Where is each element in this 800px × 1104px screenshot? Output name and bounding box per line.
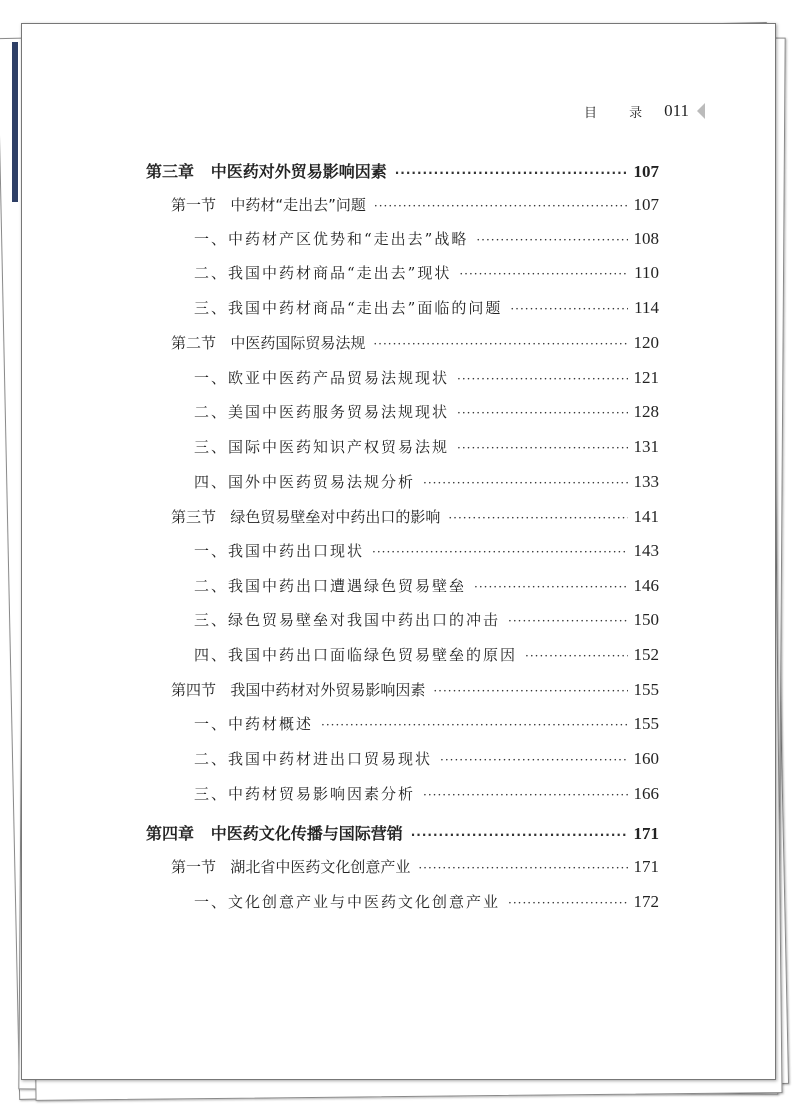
dot-leader [508,614,627,628]
running-header [584,101,705,121]
dot-leader [476,233,627,247]
toc-entry-title [146,821,403,844]
toc-entry-text: 一、文化创意产业与中医药文化创意产业 [194,893,501,911]
toc-entry-text: 二、我国中药材商品“走出去”现状 [194,264,452,282]
toc-entry-text: 一、中药材概述 [194,715,314,733]
toc-entry-text: 一、中药材产区优势和“走出去”战略 [194,230,469,248]
toc-entry-number: 第三章 [146,162,195,181]
toc-entry-title [194,891,500,912]
toc-entry-page: 131 [633,437,659,456]
toc-entry-item[interactable] [194,713,659,735]
dot-leader [510,302,628,316]
dot-leader [440,753,627,767]
dot-leader [373,337,627,351]
toc-entry-title [146,159,387,182]
toc-entry-section[interactable] [171,679,659,701]
toc-entry-page: 108 [633,229,659,248]
toc-entry-title [171,506,440,527]
toc-entry-text: 湖北省中医药文化创意产业 [230,858,411,876]
toc-entry-item[interactable] [194,644,659,666]
toc-entry-number: 第四节 [171,681,217,699]
toc-entry-item[interactable] [194,575,659,597]
toc-entry-title [194,228,468,249]
toc-entry-item[interactable] [194,297,659,319]
toc-entry-item[interactable] [194,471,659,493]
toc-entry-page: 120 [633,333,659,352]
toc-entry-item[interactable] [194,401,659,423]
toc-entry-text: 四、我国中药出口面临绿色贸易壁垒的原因 [194,646,518,664]
dot-leader [457,406,627,420]
dot-leader [372,545,627,559]
toc-entry-page: 171 [633,824,659,843]
toc-entry-section[interactable] [171,332,659,354]
toc-entry-item[interactable] [194,436,659,458]
toc-entry-page: 114 [634,298,659,317]
dot-leader [457,441,627,455]
toc-entry-title [194,783,415,804]
toc-entry-page: 141 [633,507,659,526]
toc-entry-text: 中医药文化传播与国际营销 [210,824,403,843]
toc-entry-title [194,644,517,665]
toc-entry-title [194,575,466,596]
dot-leader [459,267,628,281]
dot-leader [448,511,627,525]
dot-leader [374,199,628,213]
toc-entry-item[interactable] [194,891,659,913]
toc-entry-title [194,713,313,734]
toc-entry-item[interactable] [194,540,659,562]
toc-entry-page: 121 [633,368,659,387]
toc-entry-text: 三、国际中医药知识产权贸易法规 [194,438,450,456]
dot-leader [457,372,627,386]
toc-entry-text: 绿色贸易壁垒对中药出口的影响 [230,508,441,526]
toc-entry-text: 二、我国中药材进出口贸易现状 [194,750,433,768]
toc-entry-title [171,679,425,700]
dot-leader [423,788,627,802]
toc-entry-text: 三、绿色贸易壁垒对我国中药出口的冲击 [194,611,501,629]
dot-leader [395,166,628,180]
toc-entry-number: 第二节 [171,334,217,352]
dot-leader [418,861,627,875]
toc-entry-text: 中医药对外贸易影响因素 [210,162,387,181]
toc-entry-item[interactable] [194,367,659,389]
toc-entry-page: 155 [633,714,659,733]
toc-entry-page: 171 [633,857,659,876]
toc-entry-item[interactable] [194,262,659,284]
toc-entry-page: 160 [633,749,659,768]
toc-entry-page: 107 [633,195,659,214]
toc-entry-title [194,262,451,283]
toc-entry-number: 第四章 [146,824,195,843]
dot-leader [525,649,627,663]
toc-entry-text: 三、中药材贸易影响因素分析 [194,785,416,803]
toc-entry-title [171,332,365,353]
toc-entry-title [171,856,410,877]
header-page-number: 011 [664,101,689,120]
toc-entry-title [194,297,502,318]
toc-entry-section[interactable] [171,856,659,878]
toc-entry-chapter[interactable] [146,821,659,843]
toc-entry-text: 三、我国中药材商品“走出去”面临的问题 [194,299,503,317]
toc-entry-title [194,609,500,630]
toc-entry-page: 172 [633,892,659,911]
toc-entry-title [171,194,366,215]
toc-entry-chapter[interactable] [146,159,659,181]
toc-entry-item[interactable] [194,748,659,770]
toc-entry-page: 128 [633,402,659,421]
toc-entry-page: 150 [633,610,659,629]
toc-entry-page: 133 [633,472,659,491]
page-marker-triangle-icon [697,103,705,119]
toc-entry-number: 第一节 [171,196,217,214]
toc-entry-title [194,748,432,769]
toc-entry-item[interactable] [194,783,659,805]
toc-entry-text: 二、美国中医药服务贸易法规现状 [194,403,450,421]
toc-entry-title [194,471,415,492]
toc-entry-text: 中医药国际贸易法规 [230,334,366,352]
toc-entry-text: 二、我国中药出口遭遇绿色贸易壁垒 [194,577,467,595]
toc-entry-item[interactable] [194,228,659,250]
toc-entry-number: 第一节 [171,858,217,876]
header-label: 目 录 [583,105,657,121]
toc-entry-page: 166 [633,784,659,803]
dot-leader [321,718,627,732]
toc-entry-page: 155 [633,680,659,699]
toc-entry-text: 一、我国中药出口现状 [194,542,365,560]
cover-edge-blue [12,42,18,202]
toc-entry-section[interactable] [171,506,659,528]
toc-entry-page: 107 [633,162,659,181]
dot-leader [411,828,628,842]
toc-entry-title [194,367,449,388]
toc-entry-page: 143 [633,541,659,560]
book-page [21,23,776,1080]
dot-leader [508,896,627,910]
toc-entry-text: 一、欧亚中医药产品贸易法规现状 [194,369,450,387]
toc-entry-text: 四、国外中医药贸易法规分析 [194,473,416,491]
toc-entry-title [194,436,449,457]
toc-entry-number: 第三节 [171,508,217,526]
toc-entry-text: 我国中药材对外贸易影响因素 [230,681,426,699]
toc-entry-page: 152 [633,645,659,664]
toc-entry-page: 110 [634,263,659,282]
dot-leader [433,684,627,698]
dot-leader [474,580,627,594]
toc-entry-item[interactable] [194,609,659,631]
toc-entry-section[interactable] [171,194,659,216]
toc-entry-title [194,401,449,422]
dot-leader [423,476,627,490]
toc-entry-text: 中药材“走出去”问题 [230,196,366,214]
toc-entry-title [194,540,364,561]
toc-entry-page: 146 [633,576,659,595]
